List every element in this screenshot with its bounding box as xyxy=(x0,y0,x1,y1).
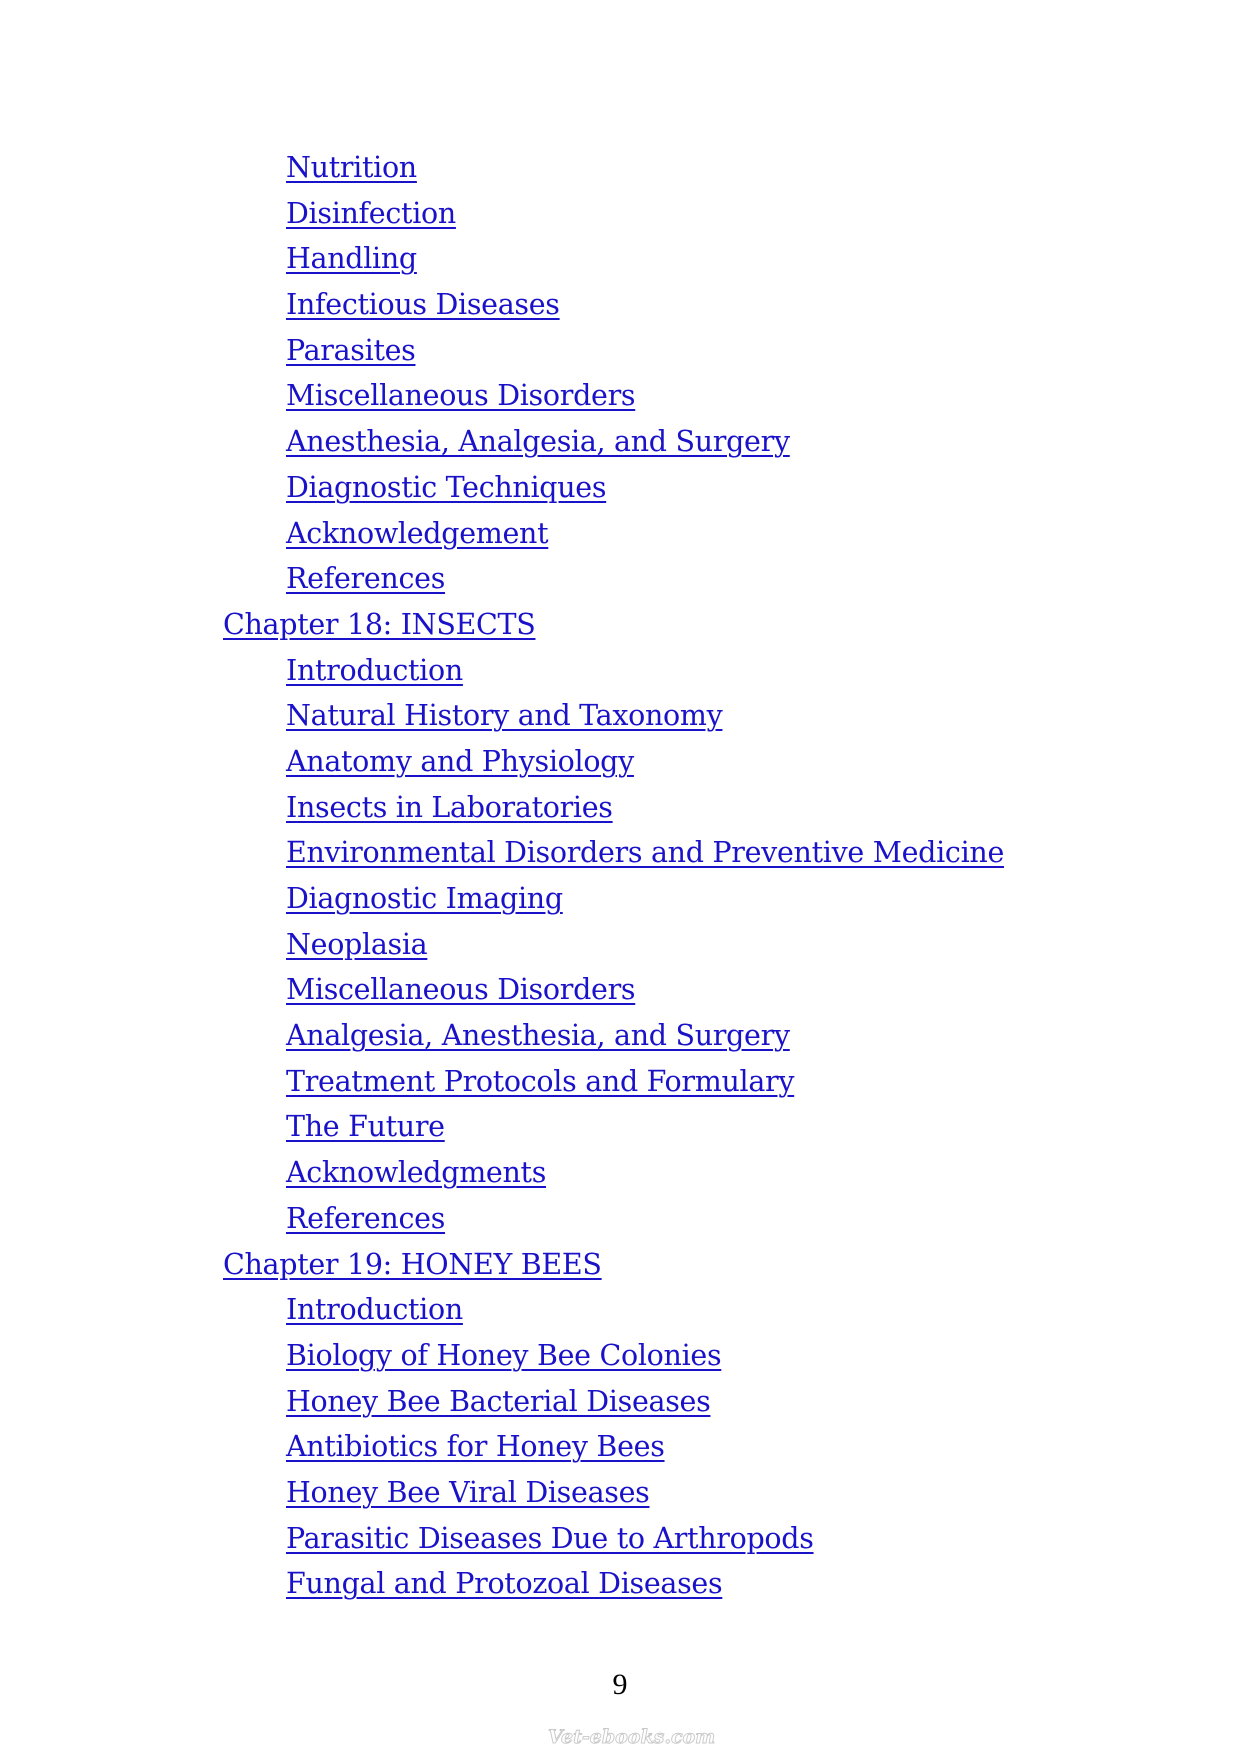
toc-section-link[interactable]: Insects in Laboratories xyxy=(286,790,613,824)
toc-section-item xyxy=(0,739,1240,785)
toc-section-item xyxy=(0,1013,1240,1059)
toc-section-item xyxy=(0,1561,1240,1607)
toc-section-item xyxy=(0,922,1240,968)
toc-section-item xyxy=(0,1150,1240,1196)
toc-section-item xyxy=(0,1059,1240,1105)
toc-section-item xyxy=(0,967,1240,1013)
toc-section-link[interactable]: Introduction xyxy=(286,1293,463,1327)
toc-section-item xyxy=(0,1470,1240,1516)
toc-section-link[interactable]: Environmental Disorders and Preventive Medicine xyxy=(286,836,1005,870)
toc-section-link[interactable]: Honey Bee Viral Diseases xyxy=(286,1475,650,1509)
toc-section-item xyxy=(0,1424,1240,1470)
toc-section-link[interactable]: References xyxy=(286,1201,446,1235)
toc-section-item xyxy=(0,145,1240,191)
toc-chapter-link[interactable]: Chapter 18: INSECTS xyxy=(223,607,536,641)
toc-section-link[interactable]: Analgesia, Anesthesia, and Surgery xyxy=(286,1019,790,1053)
toc-section-link[interactable]: Biology of Honey Bee Colonies xyxy=(286,1338,722,1372)
toc-section-link[interactable]: Disinfection xyxy=(286,196,456,230)
toc-section-item xyxy=(0,648,1240,694)
toc-section-link[interactable]: The Future xyxy=(286,1110,445,1144)
toc-section-item xyxy=(0,1379,1240,1425)
toc-section-link[interactable]: Treatment Protocols and Formulary xyxy=(286,1064,795,1098)
toc-section-link[interactable]: Antibiotics for Honey Bees xyxy=(286,1430,665,1464)
toc-chapter-item xyxy=(0,602,1240,648)
watermark-text: Vet-ebooks.com xyxy=(548,1726,716,1748)
toc-chapter-item xyxy=(0,1242,1240,1288)
page-number: 9 xyxy=(612,1668,628,1701)
toc-section-item xyxy=(0,511,1240,557)
toc-section-link[interactable]: Diagnostic Techniques xyxy=(286,470,607,504)
toc-section-item xyxy=(0,785,1240,831)
toc-section-link[interactable]: Handling xyxy=(286,242,417,276)
toc-section-item xyxy=(0,830,1240,876)
toc-section-link[interactable]: Anatomy and Physiology xyxy=(286,744,634,778)
toc-section-link[interactable]: Parasitic Diseases Due to Arthropods xyxy=(286,1521,814,1555)
toc-section-item xyxy=(0,465,1240,511)
toc-section-link[interactable]: Nutrition xyxy=(286,151,417,184)
toc-section-link[interactable]: Diagnostic Imaging xyxy=(286,882,563,915)
toc-chapter-link[interactable]: Chapter 19: HONEY BEES xyxy=(223,1247,602,1281)
toc-section-link[interactable]: Introduction xyxy=(286,653,463,687)
toc-section-link[interactable]: Infectious Diseases xyxy=(286,288,560,322)
toc-section-link[interactable]: Parasites xyxy=(286,333,416,367)
toc-section-item xyxy=(0,328,1240,374)
toc-section-link[interactable]: Honey Bee Bacterial Diseases xyxy=(286,1384,711,1418)
toc-section-item xyxy=(0,1333,1240,1379)
toc-section-item xyxy=(0,876,1240,922)
table-of-contents xyxy=(0,145,1240,1607)
toc-section-link[interactable]: Neoplasia xyxy=(286,927,428,961)
toc-section-link[interactable]: Miscellaneous Disorders xyxy=(286,973,636,1007)
toc-section-link[interactable]: References xyxy=(286,562,446,596)
watermark-logo xyxy=(548,1723,716,1751)
toc-section-item xyxy=(0,373,1240,419)
toc-section-link[interactable]: Natural History and Taxonomy xyxy=(286,699,723,733)
toc-section-item xyxy=(0,282,1240,328)
toc-section-link[interactable]: Fungal and Protozoal Diseases xyxy=(286,1567,723,1601)
toc-section-item xyxy=(0,556,1240,602)
toc-section-link[interactable]: Acknowledgement xyxy=(286,516,549,550)
toc-section-item xyxy=(0,1516,1240,1562)
toc-section-item xyxy=(0,1104,1240,1150)
toc-section-link[interactable]: Anesthesia, Analgesia, and Surgery xyxy=(286,425,790,459)
toc-section-item xyxy=(0,1287,1240,1333)
toc-section-link[interactable]: Miscellaneous Disorders xyxy=(286,379,636,413)
toc-section-item xyxy=(0,693,1240,739)
toc-section-item xyxy=(0,236,1240,282)
toc-section-link[interactable]: Acknowledgments xyxy=(286,1156,547,1190)
toc-section-item xyxy=(0,1196,1240,1242)
toc-section-item xyxy=(0,191,1240,237)
toc-section-item xyxy=(0,419,1240,465)
